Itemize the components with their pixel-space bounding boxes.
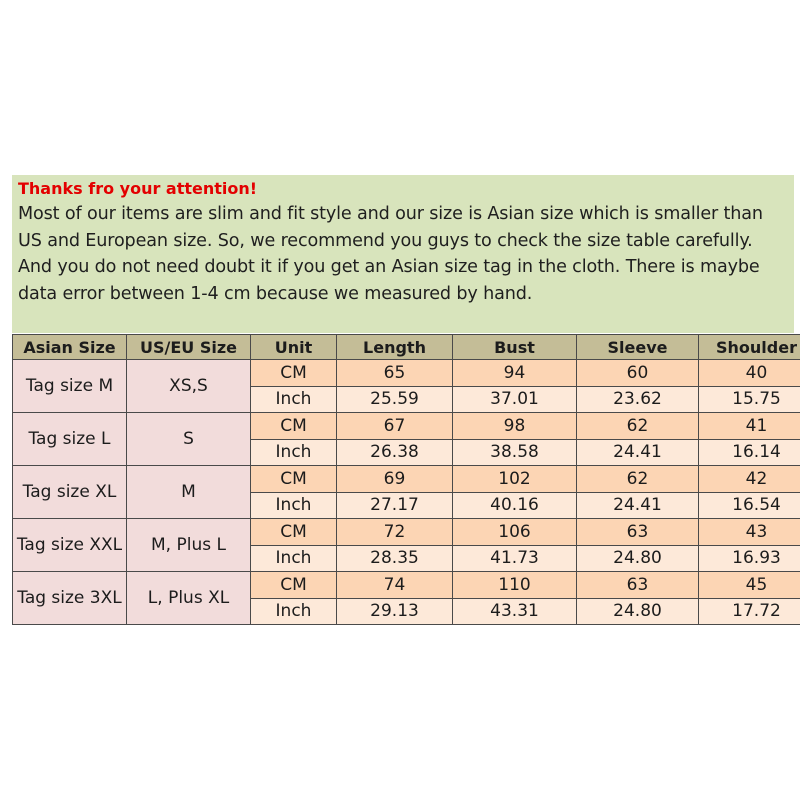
sleeve-cell: 62 bbox=[577, 413, 699, 440]
asian-size-cell: Tag size M bbox=[13, 360, 127, 413]
asian-size-cell: Tag size XL bbox=[13, 466, 127, 519]
us-eu-size-cell: M, Plus L bbox=[127, 519, 251, 572]
shoulder-cell: 16.93 bbox=[699, 545, 800, 572]
table-row bbox=[13, 572, 800, 599]
notice-title: Thanks fro your attention! bbox=[18, 179, 258, 198]
length-cell: 67 bbox=[337, 413, 453, 440]
us-eu-size-cell: XS,S bbox=[127, 360, 251, 413]
header-asian-size: Asian Size bbox=[13, 335, 127, 360]
size-table bbox=[12, 334, 800, 625]
bust-cell: 43.31 bbox=[453, 598, 577, 625]
unit-cell: CM bbox=[251, 413, 337, 440]
length-cell: 25.59 bbox=[337, 386, 453, 413]
unit-cell: CM bbox=[251, 360, 337, 387]
table-row bbox=[13, 466, 800, 493]
sleeve-cell: 24.80 bbox=[577, 598, 699, 625]
notice-body: Most of our items are slim and fit style and our size is Asian size which is smaller than US and European size. So, we recommend you guys to check the size table carefully. And you do not need doubt it if you get an Asian size tag in the cloth. There is maybe data error between 1-4 cm because we measured by hand. bbox=[18, 204, 763, 304]
bust-cell: 106 bbox=[453, 519, 577, 546]
bust-cell: 40.16 bbox=[453, 492, 577, 519]
shoulder-cell: 40 bbox=[699, 360, 800, 387]
table-row bbox=[13, 413, 800, 440]
bust-cell: 110 bbox=[453, 572, 577, 599]
shoulder-cell: 43 bbox=[699, 519, 800, 546]
us-eu-size-cell: M bbox=[127, 466, 251, 519]
header-bust: Bust bbox=[453, 335, 577, 360]
bust-cell: 41.73 bbox=[453, 545, 577, 572]
length-cell: 29.13 bbox=[337, 598, 453, 625]
notice-box bbox=[12, 175, 794, 333]
header-sleeve: Sleeve bbox=[577, 335, 699, 360]
table-row bbox=[13, 519, 800, 546]
shoulder-cell: 15.75 bbox=[699, 386, 800, 413]
sleeve-cell: 62 bbox=[577, 466, 699, 493]
unit-cell: CM bbox=[251, 519, 337, 546]
sleeve-cell: 24.41 bbox=[577, 492, 699, 519]
unit-cell: Inch bbox=[251, 439, 337, 466]
header-length: Length bbox=[337, 335, 453, 360]
shoulder-cell: 45 bbox=[699, 572, 800, 599]
sleeve-cell: 23.62 bbox=[577, 386, 699, 413]
unit-cell: Inch bbox=[251, 386, 337, 413]
bust-cell: 38.58 bbox=[453, 439, 577, 466]
unit-cell: CM bbox=[251, 466, 337, 493]
unit-cell: CM bbox=[251, 572, 337, 599]
asian-size-cell: Tag size XXL bbox=[13, 519, 127, 572]
shoulder-cell: 41 bbox=[699, 413, 800, 440]
header-unit: Unit bbox=[251, 335, 337, 360]
table-header-row bbox=[13, 335, 800, 360]
sleeve-cell: 24.80 bbox=[577, 545, 699, 572]
asian-size-cell: Tag size L bbox=[13, 413, 127, 466]
bust-cell: 94 bbox=[453, 360, 577, 387]
us-eu-size-cell: S bbox=[127, 413, 251, 466]
bust-cell: 98 bbox=[453, 413, 577, 440]
sleeve-cell: 24.41 bbox=[577, 439, 699, 466]
length-cell: 74 bbox=[337, 572, 453, 599]
header-shoulder: Shoulder bbox=[699, 335, 800, 360]
shoulder-cell: 16.14 bbox=[699, 439, 800, 466]
length-cell: 72 bbox=[337, 519, 453, 546]
length-cell: 69 bbox=[337, 466, 453, 493]
shoulder-cell: 17.72 bbox=[699, 598, 800, 625]
length-cell: 26.38 bbox=[337, 439, 453, 466]
shoulder-cell: 42 bbox=[699, 466, 800, 493]
unit-cell: Inch bbox=[251, 598, 337, 625]
asian-size-cell: Tag size 3XL bbox=[13, 572, 127, 625]
sleeve-cell: 60 bbox=[577, 360, 699, 387]
sleeve-cell: 63 bbox=[577, 572, 699, 599]
bust-cell: 102 bbox=[453, 466, 577, 493]
length-cell: 28.35 bbox=[337, 545, 453, 572]
length-cell: 65 bbox=[337, 360, 453, 387]
header-us-eu-size: US/EU Size bbox=[127, 335, 251, 360]
unit-cell: Inch bbox=[251, 545, 337, 572]
shoulder-cell: 16.54 bbox=[699, 492, 800, 519]
table-row bbox=[13, 360, 800, 387]
bust-cell: 37.01 bbox=[453, 386, 577, 413]
unit-cell: Inch bbox=[251, 492, 337, 519]
length-cell: 27.17 bbox=[337, 492, 453, 519]
sleeve-cell: 63 bbox=[577, 519, 699, 546]
us-eu-size-cell: L, Plus XL bbox=[127, 572, 251, 625]
